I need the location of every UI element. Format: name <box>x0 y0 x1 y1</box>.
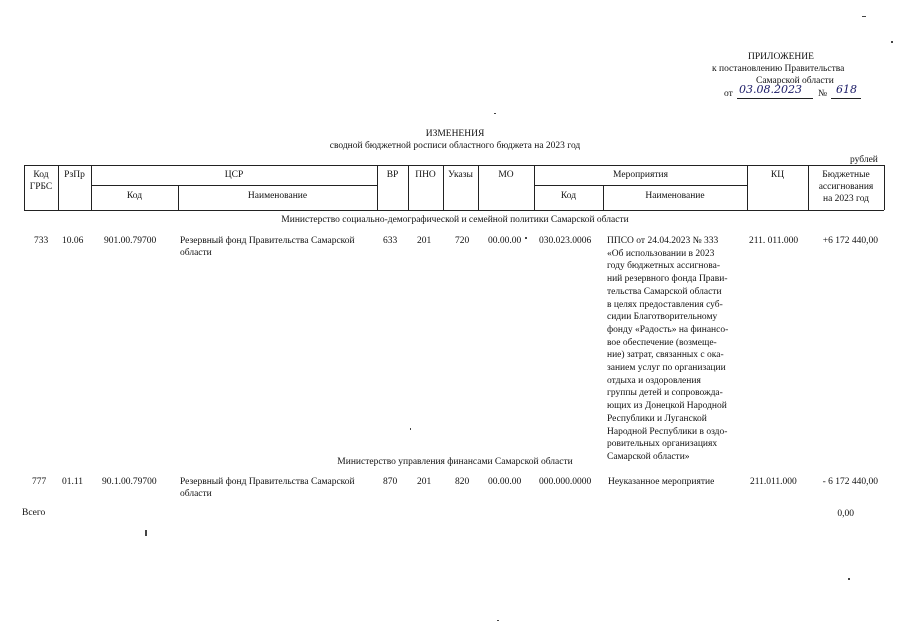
header-mo: МО <box>498 170 514 180</box>
header-events-code: Код <box>560 191 577 201</box>
scan-speck <box>145 530 147 536</box>
event-name-line: Самарской области» <box>607 451 690 462</box>
header-alloc-line-3: на 2023 год <box>822 194 870 204</box>
header-alloc-line-2: ассигнования <box>818 182 874 192</box>
event-name-line: отдыха и оздоровления <box>607 375 701 386</box>
scan-speck <box>494 113 496 114</box>
header-grbs-line-1: Код <box>33 170 49 180</box>
scan-speck <box>848 578 850 580</box>
cell-event-code: 030.023.0006 <box>539 236 592 246</box>
cell-vr: 633 <box>383 236 398 246</box>
number-underline <box>831 98 861 99</box>
event-name-line: сидии Благотворительному <box>607 312 718 323</box>
cell-pno: 201 <box>417 477 432 487</box>
cell-mo: 00.00.00 <box>488 477 522 487</box>
event-name-line: Народной Республики в оздо- <box>607 426 728 437</box>
units-label: рублей <box>850 155 878 165</box>
header-ukazy: Указы <box>448 170 473 180</box>
cell-mo: 00.00.00 <box>488 236 522 246</box>
header-csr-name: Наименование <box>247 191 308 201</box>
cell-grbs: 777 <box>32 477 47 487</box>
event-name-line: году бюджетных ассигнова- <box>607 261 720 272</box>
header-events: Мероприятия <box>613 170 668 180</box>
event-name-line: вое обеспечение (возмеще- <box>607 337 717 348</box>
header-pno: ПНО <box>415 170 436 180</box>
appendix-number-prefix: № <box>818 89 828 99</box>
cell-event-name: Неуказанное мероприятие <box>608 477 715 487</box>
cell-event-code: 000.000.0000 <box>539 477 592 487</box>
cell-csr-name-line-1: Резервный фонд Правительства Самарской <box>180 477 355 487</box>
cell-csr-code: 901.00.79700 <box>104 236 157 246</box>
event-name-line: ний резервного фонда Прави- <box>607 274 728 285</box>
header-rzpr: РзПр <box>64 170 85 180</box>
appendix-line-1: к постановлению Правительства <box>712 64 845 74</box>
document-title: ИЗМЕНЕНИЯ <box>425 129 485 139</box>
event-name-line: ние) затрат, связанных с ока- <box>607 350 724 361</box>
date-underline <box>737 98 813 99</box>
cell-vr: 870 <box>383 477 398 487</box>
cell-csr-name-line-2: области <box>180 248 212 258</box>
scan-speck <box>410 428 411 430</box>
header-csr-code: Код <box>126 191 143 201</box>
cell-csr-name-line-2: области <box>180 489 212 499</box>
header-kc: КЦ <box>770 170 785 180</box>
header-alloc-line-1: Бюджетные <box>822 170 870 180</box>
event-name-line: группы детей и сопровожда- <box>607 388 723 399</box>
event-name-line: тельства Самарской области <box>607 286 722 297</box>
cell-ukazy: 720 <box>455 236 470 246</box>
cell-amount: +6 172 440,00 <box>822 236 878 246</box>
cell-event-name <box>607 235 745 464</box>
scan-speck <box>525 237 527 239</box>
cell-amount: - 6 172 440,00 <box>822 477 878 487</box>
appendix-line-2: Самарской области <box>756 76 834 86</box>
header-events-name: Наименование <box>645 191 705 201</box>
document-subtitle: сводной бюджетной росписи областного бюджета на 2023 год <box>329 141 581 151</box>
cell-grbs: 733 <box>34 236 49 246</box>
event-name-line: ровительных организациях <box>607 439 718 450</box>
header-grbs-line-2: ГРБС <box>29 182 53 192</box>
header-csr: ЦСР <box>224 170 244 180</box>
appendix-date-handwritten: 03.08.2023 <box>739 83 802 96</box>
ministry-heading: Министерство социально-демографической и семейной политики Самарской области <box>281 215 629 225</box>
event-name-line: фонду «Радость» на финансо- <box>607 324 729 335</box>
scan-speck <box>497 620 499 621</box>
ministry-heading: Министерство управления финансами Самарской области <box>337 457 573 467</box>
appendix-number-handwritten: 618 <box>836 83 857 96</box>
cell-ukazy: 820 <box>455 477 470 487</box>
event-name-line: ППСО от 24.04.2023 № 333 <box>607 236 719 246</box>
cell-rzpr: 10.06 <box>62 236 84 246</box>
event-name-line: «Об использовании в 2023 <box>607 248 715 259</box>
cell-csr-code: 90.1.00.79700 <box>102 477 157 487</box>
header-vr: ВР <box>386 170 399 180</box>
event-name-line: занием услуг по организации <box>607 363 726 374</box>
scan-speck <box>891 41 893 43</box>
scan-speck <box>862 16 866 17</box>
event-name-line: в целях предоставления суб- <box>607 299 723 310</box>
appendix-date-prefix: от <box>724 89 733 99</box>
cell-pno: 201 <box>417 236 432 246</box>
appendix-title: ПРИЛОЖЕНИЕ <box>748 52 814 62</box>
total-label: Всего <box>22 508 46 518</box>
event-name-line: ющих из Донецкой Народной <box>607 401 727 412</box>
event-name-line: Республики и Луганской <box>607 413 707 424</box>
total-value: 0,00 <box>837 509 854 519</box>
cell-csr-name-line-1: Резервный фонд Правительства Самарской <box>180 236 355 246</box>
cell-kc: 211. 011.000 <box>749 236 799 246</box>
cell-rzpr: 01.11 <box>62 477 84 487</box>
cell-kc: 211.011.000 <box>750 477 797 487</box>
